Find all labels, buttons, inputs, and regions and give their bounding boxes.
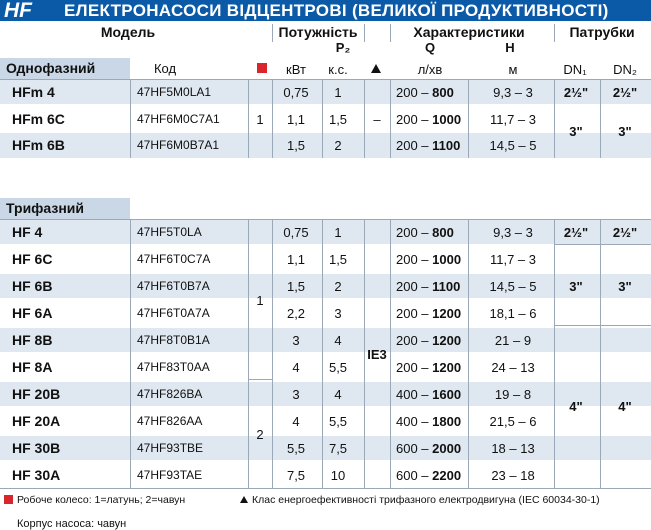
flow-from: 200 – xyxy=(396,279,429,294)
power-kw: 4 xyxy=(292,360,300,375)
dn1-value: 2½" xyxy=(563,225,589,240)
head-range: 18 – 13 xyxy=(491,441,535,456)
flow-from: 200 – xyxy=(396,360,429,375)
ie-class-triangle-icon xyxy=(240,496,248,503)
dn1-value: 3" xyxy=(569,124,583,139)
header-dn1: DN₁ xyxy=(563,62,587,77)
model-code: 47HF826BA xyxy=(137,387,203,401)
head-range: 19 – 8 xyxy=(494,387,532,402)
model-code: 47HF6M0B7A1 xyxy=(137,138,220,152)
power-kw: 1,5 xyxy=(286,138,306,153)
flow-range xyxy=(396,361,461,374)
model-name: HF 6A xyxy=(12,305,53,321)
flow-to: 1100 xyxy=(432,279,461,294)
model-code: 47HF93TBE xyxy=(137,441,204,455)
dn1-value: 2½" xyxy=(563,85,589,100)
power-hp: 7,5 xyxy=(328,441,348,456)
page-title: ЕЛЕКТРОНАСОСИ ВІДЦЕНТРОВІ (ВЕЛИКОЇ ПРОДУКТИВНОСТІ) xyxy=(64,1,609,20)
head-range: 14,5 – 5 xyxy=(489,279,537,294)
flow-range xyxy=(396,415,461,428)
power-kw: 1,5 xyxy=(286,279,306,294)
dn1-value: 4" xyxy=(569,399,583,414)
header-h: H xyxy=(505,40,515,55)
header-power: Потужність xyxy=(278,24,358,40)
flow-to: 1800 xyxy=(432,414,462,429)
flow-to: 1200 xyxy=(432,306,462,321)
power-kw: 7,5 xyxy=(286,468,306,483)
head-range: 9,3 – 3 xyxy=(493,225,533,240)
flow-from: 200 – xyxy=(396,112,429,127)
model-name: HF 20A xyxy=(12,413,61,429)
model-code: 47HF8T0B1A xyxy=(137,333,210,347)
model-name: HF 6C xyxy=(12,251,53,267)
power-kw: 5,5 xyxy=(286,441,306,456)
impeller-marker-icon xyxy=(257,63,267,73)
model-name: HF 8A xyxy=(12,359,53,375)
model-name: HF 8B xyxy=(12,332,53,348)
divider xyxy=(272,24,273,42)
impeller-marker-icon xyxy=(4,495,13,504)
ie-class: – xyxy=(373,112,381,127)
flow-to: 1600 xyxy=(432,387,462,402)
model-code: 47HF6T0A7A xyxy=(137,306,210,320)
model-name: HF 6B xyxy=(12,278,53,294)
ie-class: IE3 xyxy=(367,347,387,362)
header-m: м xyxy=(508,62,518,77)
flow-range xyxy=(396,334,461,347)
power-hp: 1,5 xyxy=(328,252,348,267)
flow-from: 600 – xyxy=(396,441,429,456)
head-range: 21,5 – 6 xyxy=(489,414,537,429)
power-kw: 0,75 xyxy=(283,225,309,240)
power-hp: 4 xyxy=(334,333,342,348)
power-kw: 3 xyxy=(292,333,300,348)
flow-range xyxy=(396,469,461,482)
model-name: HF 20B xyxy=(12,386,61,402)
header-lpm: л/хв xyxy=(417,62,443,77)
model-code: 47HF826AA xyxy=(137,414,203,428)
head-range: 23 – 18 xyxy=(491,468,535,483)
impeller-type: 1 xyxy=(256,293,264,308)
flow-from: 200 – xyxy=(396,333,429,348)
dn2-value: 2½" xyxy=(612,225,638,240)
model-code: 47HF6T0B7A xyxy=(137,279,210,293)
dn2-value: 3" xyxy=(618,279,632,294)
flow-to: 800 xyxy=(432,225,454,240)
flow-from: 200 – xyxy=(396,225,429,240)
head-range: 18,1 – 6 xyxy=(489,306,537,321)
power-kw: 1,1 xyxy=(286,252,306,267)
flow-to: 1100 xyxy=(432,138,461,153)
header-characteristics: Характеристики xyxy=(413,24,525,40)
head-range: 14,5 – 5 xyxy=(489,138,537,153)
model-name: HF 4 xyxy=(12,224,43,240)
header-nozzles: Патрубки xyxy=(569,24,635,40)
power-kw: 1,1 xyxy=(286,112,306,127)
footnote-impeller: Робоче колесо: 1=латунь; 2=чавун xyxy=(17,494,186,506)
head-range: 21 – 9 xyxy=(494,333,532,348)
flow-from: 200 – xyxy=(396,85,429,100)
series-code: HF xyxy=(4,0,32,21)
power-hp: 1 xyxy=(334,85,342,100)
power-hp: 5,5 xyxy=(328,414,348,429)
header-q: Q xyxy=(424,40,436,55)
head-range: 11,7 – 3 xyxy=(489,252,537,267)
flow-to: 1000 xyxy=(432,112,462,127)
flow-range xyxy=(396,388,461,401)
power-hp: 1,5 xyxy=(328,112,348,127)
flow-to: 800 xyxy=(432,85,454,100)
model-name: HF 30B xyxy=(12,440,61,456)
model-code: 47HF93TAE xyxy=(137,468,203,482)
impeller-type: 1 xyxy=(256,112,264,127)
model-name: HFm 4 xyxy=(12,84,55,100)
power-kw: 2,2 xyxy=(286,306,306,321)
model-name: HFm 6C xyxy=(12,111,65,127)
flow-to: 1200 xyxy=(432,333,462,348)
head-range: 9,3 – 3 xyxy=(493,85,533,100)
power-kw: 4 xyxy=(292,414,300,429)
power-hp: 3 xyxy=(334,306,342,321)
flow-from: 200 – xyxy=(396,252,429,267)
head-range: 24 – 13 xyxy=(491,360,535,375)
flow-range xyxy=(396,307,461,320)
divider xyxy=(364,24,365,42)
flow-from: 200 – xyxy=(396,138,429,153)
dn2-value: 4" xyxy=(618,399,632,414)
header-p2: P₂ xyxy=(335,40,351,55)
flow-to: 1200 xyxy=(432,360,462,375)
power-hp: 10 xyxy=(330,468,346,483)
model-code: 47HF6M0C7A1 xyxy=(137,112,220,126)
flow-from: 600 – xyxy=(396,468,429,483)
flow-from: 400 – xyxy=(396,387,429,402)
dn2-value: 2½" xyxy=(612,85,638,100)
footnote-cut: Корпус насоса: чавун xyxy=(17,518,127,530)
dn2-value: 3" xyxy=(618,124,632,139)
power-kw: 3 xyxy=(292,387,300,402)
flow-from: 200 – xyxy=(396,306,429,321)
power-hp: 4 xyxy=(334,387,342,402)
divider xyxy=(554,24,555,42)
flow-range xyxy=(396,253,461,266)
divider xyxy=(390,24,391,42)
power-hp: 2 xyxy=(334,138,342,153)
flow-from: 400 – xyxy=(396,414,429,429)
flow-range xyxy=(396,442,461,455)
power-kw: 0,75 xyxy=(283,85,309,100)
ie-class-triangle-icon xyxy=(371,64,381,73)
impeller-type: 2 xyxy=(256,427,264,442)
model-code: 47HF5M0LA1 xyxy=(137,85,212,99)
header-kw: кВт xyxy=(286,62,306,77)
model-code: 47HF6T0C7A xyxy=(137,252,211,266)
model-name: HFm 6B xyxy=(12,137,65,153)
header-dn2: DN₂ xyxy=(613,62,637,77)
flow-to: 2000 xyxy=(432,441,462,456)
model-name: HF 30A xyxy=(12,467,61,483)
model-code: 47HF5T0LA xyxy=(137,225,202,239)
title-bar xyxy=(0,0,651,21)
power-hp: 5,5 xyxy=(328,360,348,375)
flow-range xyxy=(396,280,460,293)
model-code: 47HF83T0AA xyxy=(137,360,210,374)
header-code: Код xyxy=(153,61,177,76)
footnote-ie-class: Клас енергоефективності трифазного електродвигуна (IEC 60034-30-1) xyxy=(252,494,600,506)
power-hp: 1 xyxy=(334,225,342,240)
section-single-phase: Однофазний xyxy=(0,58,130,79)
flow-to: 1000 xyxy=(432,252,462,267)
flow-to: 2200 xyxy=(432,468,462,483)
power-hp: 2 xyxy=(334,279,342,294)
dn1-value: 3" xyxy=(569,279,583,294)
flow-range xyxy=(396,226,454,239)
section-three-phase: Трифазний xyxy=(0,198,130,219)
header-model: Модель xyxy=(100,24,156,40)
head-range: 11,7 – 3 xyxy=(489,112,537,127)
header-hp: к.с. xyxy=(328,62,348,77)
